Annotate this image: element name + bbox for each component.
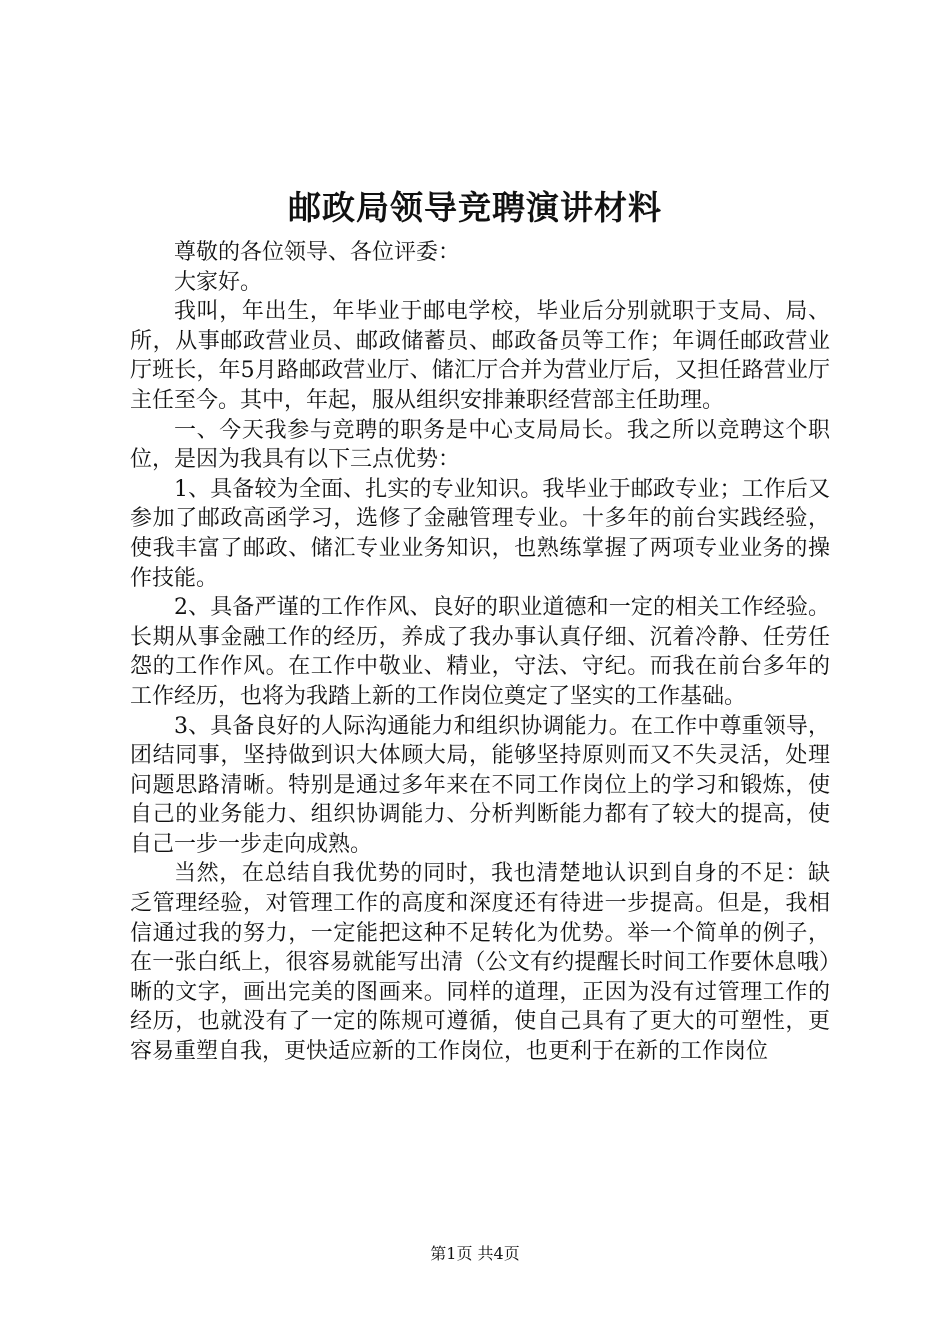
- paragraph-advantage-3: 3、具备良好的人际沟通能力和组织协调能力。在工作中尊重领导，团结同事，坚持做到识大体顾大局，能够坚持原则而又不失灵活，处理问题思路清晰。特别是通过多年来在不同工作岗位上的学习和锻炼，使自己的业务能力、组织协调能力、分析判断能力都有了较大的提高，使自己一步一步走向成熟。: [130, 713, 830, 857]
- document-title: 邮政局领导竞聘演讲材料: [288, 188, 662, 227]
- paragraph-advantage-2: 2、具备严谨的工作作风、良好的职业道德和一定的相关工作经验。长期从事金融工作的经历，养成了我办事认真仔细、沉着冷静、任劳任怨的工作作风。在工作中敬业、精业，守法、守纪。而我在前台多年的工作经历，也将为我踏上新的工作岗位奠定了坚实的工作基础。: [130, 595, 830, 709]
- paragraph-greeting: 大家好。: [174, 269, 263, 295]
- paragraph-position: 一、今天我参与竞聘的职务是中心支局局长。我之所以竞聘这个职位，是因为我具有以下三点优势：: [130, 417, 830, 473]
- paragraph-advantage-1: 1、具备较为全面、扎实的专业知识。我毕业于邮政专业；工作后又参加了邮政高函学习，选修了金融管理专业。十多年的前台实践经验，使我丰富了邮政、储汇专业业务知识，也熟练掌握了两项专业业务的操作技能。: [130, 476, 830, 591]
- paragraph-shortcomings: 当然，在总结自我优势的同时，我也清楚地认识到自身的不足：缺乏管理经验，对管理工作的高度和深度还有待进一步提高。但是，我相信通过我的努力，一定能把这种不足转化为优势。举一个简单的例子，在一张白纸上，很容易就能写出清（公文有约提醒长时间工作要休息哦）晰的文字，画出完美的图画来。同样的道理，正因为没有过管理工作的经历，也就没有了一定的陈规可遵循，使自己具有了更大的可塑性，更容易重塑自我，更快适应新的工作岗位，也更利于在新的工作岗位: [130, 861, 830, 1065]
- page-footer: 第1页 共4页: [430, 1244, 520, 1263]
- document-body: [130, 238, 830, 1067]
- paragraph-salutation: 尊敬的各位领导、各位评委：: [174, 240, 461, 265]
- paragraph-introduction: 我叫，年出生，年毕业于邮电学校，毕业后分别就职于支局、局、所，从事邮政营业员、邮政储蓄员、邮政备员等工作；年调任邮政营业厅班长，年5月路邮政营业厅、储汇厅合并为营业厅后，又担任路营业厅主任至今。其中，年起，服从组织安排兼职经营部主任助理。: [130, 299, 830, 413]
